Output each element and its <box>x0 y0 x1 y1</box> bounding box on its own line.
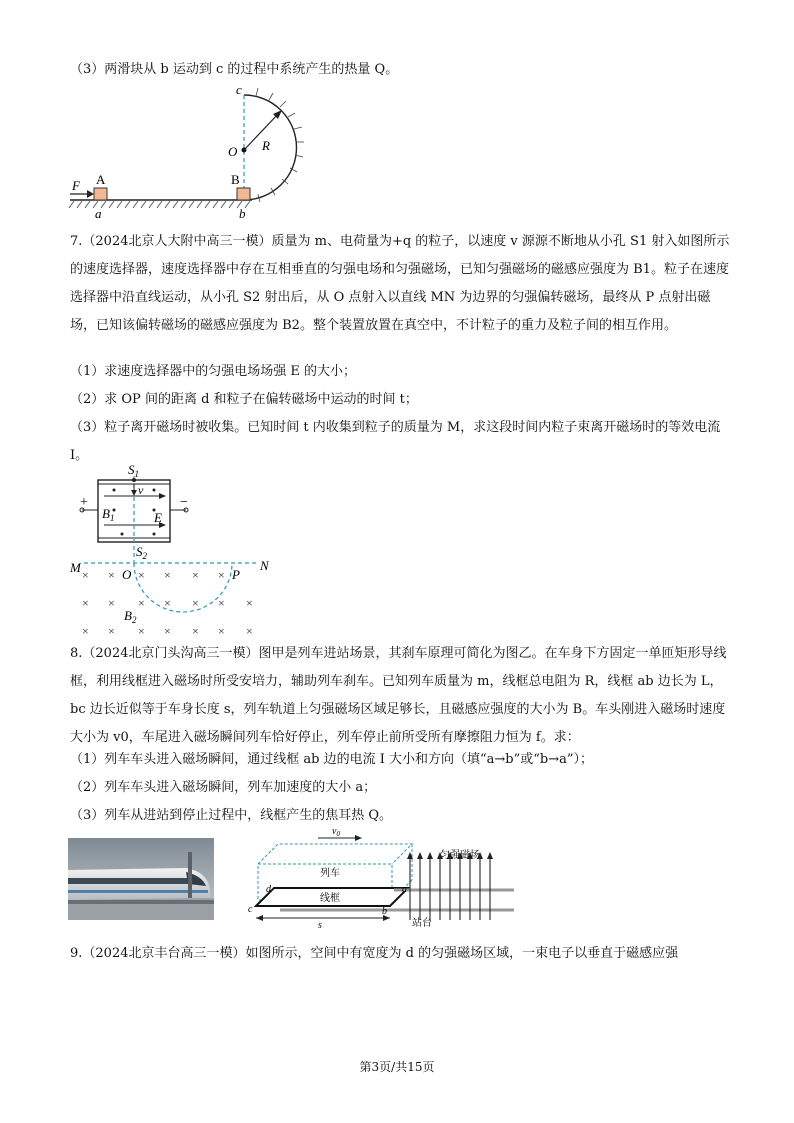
svg-text:×: × <box>138 596 145 610</box>
svg-text:B2 <box>124 608 137 625</box>
svg-text:×: × <box>164 596 171 610</box>
n-label: N <box>260 558 269 573</box>
q6-part3: （3）两滑块从 b 运动到 c 的过程中系统产生的热量 Q。 <box>70 62 399 77</box>
svg-text:×: × <box>218 596 225 610</box>
q7-part2: （2）求 OP 间的距离 d 和粒子在偏转磁场中运动的时间 t； <box>70 392 418 407</box>
svg-text:×: × <box>108 596 115 610</box>
s2-sub: 2 <box>142 551 147 561</box>
q7-part3: （3）粒子离开磁场时被收集。已知时间 t 内收集到粒子的质量为 M，求这段时间内粒子束离开磁场时的等效电流 I。 <box>70 420 721 463</box>
svg-text:×: × <box>192 596 199 610</box>
svg-text:×: × <box>218 624 225 638</box>
corner-b: b <box>382 906 387 917</box>
point-label-o: O <box>228 144 238 159</box>
q7-figure <box>66 462 286 642</box>
q7-part1: （1）求速度选择器中的匀强电场场强 E 的大小； <box>70 364 357 379</box>
svg-text:×: × <box>82 624 89 638</box>
minus-terminal: − <box>180 495 188 510</box>
m-label: M <box>70 560 81 575</box>
svg-text:×: × <box>164 624 171 638</box>
field-label: 匀强磁场 <box>440 850 480 861</box>
svg-text:×: × <box>192 624 199 638</box>
svg-text:×: × <box>138 624 145 638</box>
s1-sub: 1 <box>134 469 139 479</box>
block-label-b: B <box>231 172 240 187</box>
q8-stem: 8.（2024北京门头沟高三一模）图甲是列车进站场景，其刹车原理可简化为图乙。在车身下方固定一单匝矩形导线框，利用线框进入磁场时所受安培力，辅助列车刹车。已知列车质量为 m，线框总电阻为 R，线框 ab 边长为 L，bc 边长近似等于车身长度 s，列车轨道上匀强磁场区域足够长，且磁感应强度的大小为 B。车头刚进入磁场时速度大小为 v0，车尾进入磁场瞬间列车恰好停止，列车停止前所受所有摩擦阻力恒为 f。求： <box>70 646 727 745</box>
block-label-a: A <box>96 172 106 187</box>
q8-part1: （1）列车车头进入磁场瞬间，通过线框 ab 边的电流 I 大小和方向（填“a→b”或“b→a”）； <box>70 752 594 767</box>
svg-text:S2 <box>136 544 148 561</box>
svg-text:×: × <box>246 596 253 610</box>
corner-a: a <box>402 884 407 895</box>
svg-text:×: × <box>138 568 145 582</box>
b1-sub: 1 <box>109 513 115 523</box>
train-label: 列车 <box>320 868 340 879</box>
q8-part3: （3）列车从进站到停止过程中，线框产生的焦耳热 Q。 <box>70 808 393 823</box>
q6-figure <box>66 80 356 222</box>
platform-label: 站台 <box>412 918 432 928</box>
svg-text:×: × <box>82 596 89 610</box>
q8-part2: （2）列车车头进入磁场瞬间，列车加速度的大小 a； <box>70 780 377 795</box>
p-label: P <box>232 567 240 582</box>
q8-schematic <box>244 824 534 928</box>
svg-text:×: × <box>246 624 253 638</box>
svg-text:×: × <box>108 624 115 638</box>
s1-label: S <box>128 462 135 477</box>
frame-label: 线框 <box>320 893 340 904</box>
velocity-label: v <box>138 483 144 497</box>
page-footer: 第3页/共15页 <box>359 1060 435 1074</box>
svg-text:×: × <box>218 568 225 582</box>
q9-stem: 9.（2024北京丰台高三一模）如图所示，空间中有宽度为 d 的匀强磁场区域，一束电子以垂直于磁感应强 <box>70 946 679 961</box>
corner-c: c <box>248 904 253 915</box>
s2-label: S <box>136 544 143 559</box>
svg-text:v0 <box>332 826 340 838</box>
point-label-b: b <box>239 206 246 221</box>
plus-terminal: + <box>80 495 88 510</box>
force-label-f: F <box>72 178 80 193</box>
svg-text:S1 <box>128 462 139 479</box>
b2-sub: 2 <box>131 615 137 625</box>
svg-text:B1 <box>102 506 114 523</box>
v0-label: v <box>332 826 337 837</box>
efield-label: E <box>154 510 162 525</box>
o-label: O <box>122 567 132 582</box>
b1-label: B <box>102 506 110 521</box>
v0-sub: 0 <box>336 830 340 838</box>
b2-label: B <box>124 608 132 623</box>
train-photo <box>68 838 214 920</box>
point-label-c: c <box>236 82 242 97</box>
svg-text:×: × <box>192 568 199 582</box>
svg-text:×: × <box>82 568 89 582</box>
svg-text:×: × <box>164 568 171 582</box>
point-label-a: a <box>95 206 102 221</box>
q7-stem: 7.（2024北京人大附中高三一模）质量为 m、电荷量为+q 的粒子，以速度 v 源源不断地从小孔 S1 射入如图所示的速度选择器，速度选择器中存在互相垂直的匀强电场和匀强磁场，已知匀强磁场的磁感应强度为 B1。粒子在速度选择器中沿直线运动，从小孔 S2 射出后，从 O 点射入以直线 MN 为边界的匀强偏转磁场，最终从 P 点射出磁场，已知该偏转磁场的磁感应强度为 B2。整个装置放置在真空中，不计粒子的重力及粒子间的相互作用。 <box>70 234 730 333</box>
length-s: s <box>318 920 322 928</box>
radius-label-r: R <box>262 138 270 153</box>
corner-d: d <box>266 884 271 895</box>
svg-text:×: × <box>108 568 115 582</box>
